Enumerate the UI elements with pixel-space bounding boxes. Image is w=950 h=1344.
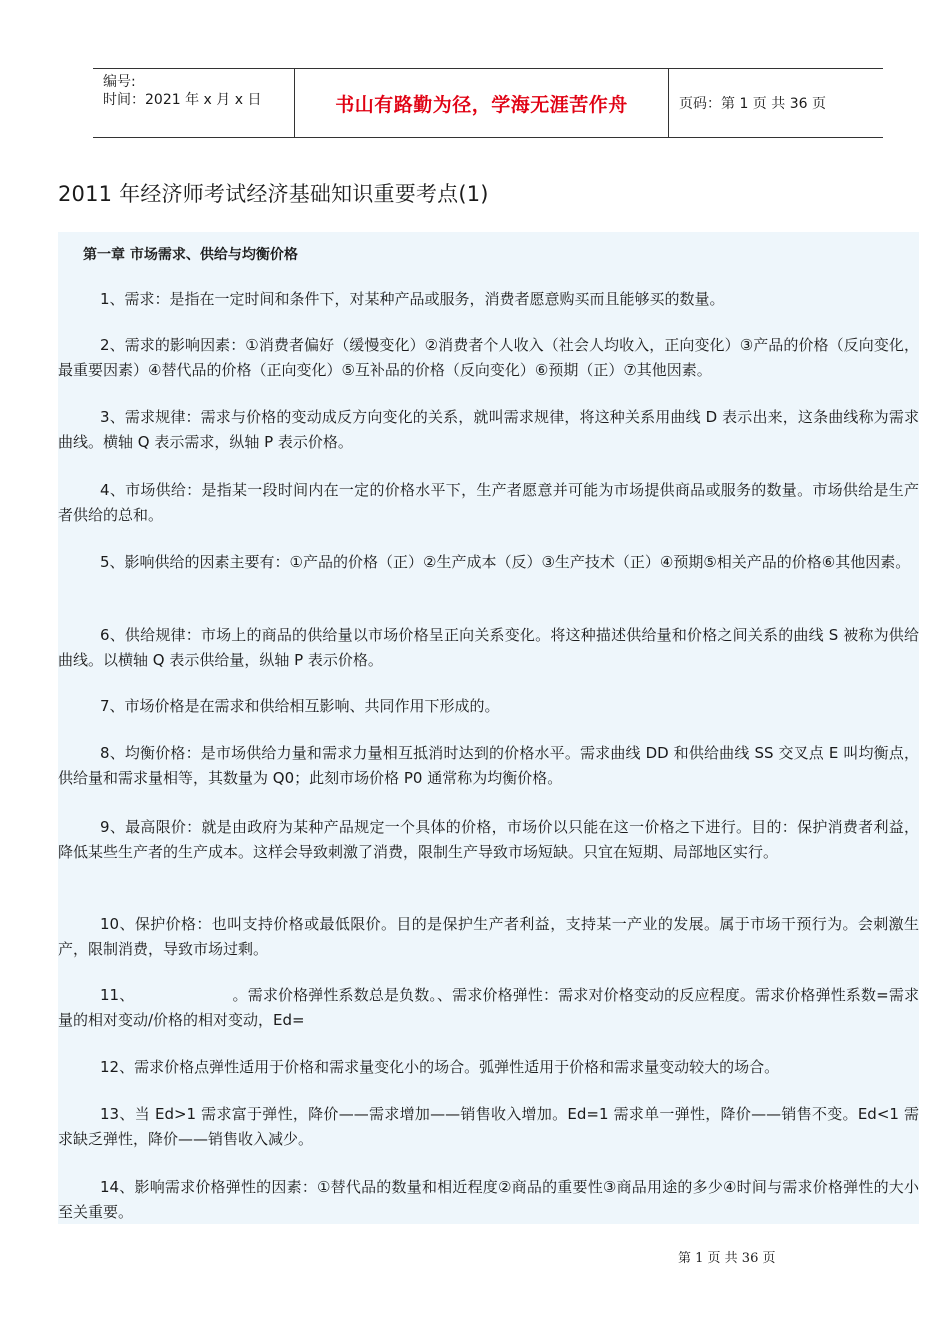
paragraph-11: 11、 。需求价格弹性系数总是负数。、需求价格弹性：需求对价格变动的反应程度。需求价格弹性系数=需求量的相对变动/价格的相对变动，Ed= <box>58 986 919 1029</box>
chapter-heading: 第一章 市场需求、供给与均衡价格 <box>83 247 298 263</box>
time-label: 时间：2021 年 x 月 x 日 <box>103 92 262 108</box>
paragraph-5: 5、影响供给的因素主要有：①产品的价格（正）②生产成本（反）③生产技术（正）④预期⑤相关产品的价格⑥其他因素。 <box>100 553 911 571</box>
paragraph-9: 9、最高限价：就是由政府为某种产品规定一个具体的价格，市场价以只能在这一价格之下进行。目的：保护消费者利益，降低某些生产者的生产成本。这样会导致刺激了消费，限制生产导致市场短缺。只宜在短期、局部地区实行。 <box>58 818 919 861</box>
header-table <box>93 68 883 138</box>
paragraph-6: 6、供给规律：市场上的商品的供给量以市场价格呈正向关系变化。将这种描述供给量和价格之间关系的曲线 S 被称为供给曲线。以横轴 Q 表示供给量，纵轴 P 表示价格。 <box>58 626 919 669</box>
paragraph-8: 8、均衡价格：是市场供给力量和需求力量相互抵消时达到的价格水平。需求曲线 DD 和供给曲线 SS 交叉点 E 叫均衡点，供给量和需求量相等，其数量为 Q0；此刻市场价格 P0 通常称为均衡价格。 <box>58 744 919 787</box>
content-area <box>58 232 919 1224</box>
document-title: 2011 年经济师考试经济基础知识重要考点(1) <box>58 182 489 206</box>
header-meta-cell <box>93 69 295 137</box>
page-info: 页码：第 1 页 共 36 页 <box>679 96 826 112</box>
paragraph-10: 10、保护价格：也叫支持价格或最低限价。目的是保护生产者利益，支持某一产业的发展。属于市场干预行为。会刺激生产，限制消费，导致市场过剩。 <box>58 915 919 958</box>
paragraph-4: 4、市场供给：是指某一段时间内在一定的价格水平下，生产者愿意并可能为市场提供商品或服务的数量。市场供给是生产者供给的总和。 <box>58 481 919 524</box>
paragraph-1: 1、需求：是指在一定时间和条件下，对某种产品或服务，消费者愿意购买而且能够买的数量。 <box>100 290 725 308</box>
paragraph-7: 7、市场价格是在需求和供给相互影响、共同作用下形成的。 <box>100 697 500 715</box>
paragraph-3: 3、需求规律：需求与价格的变动成反方向变化的关系，就叫需求规律，将这种关系用曲线 D 表示出来，这条曲线称为需求曲线。横轴 Q 表示需求，纵轴 P 表示价格。 <box>58 408 919 451</box>
page-footer: 第 1 页 共 36 页 <box>678 1251 776 1266</box>
motto-cell <box>295 69 669 137</box>
paragraph-13: 13、当 Ed>1 需求富于弹性，降价——需求增加——销售收入增加。Ed=1 需求单一弹性，降价——销售不变。Ed<1 需求缺乏弹性，降价——销售收入减少。 <box>58 1105 919 1148</box>
motto: 书山有路勤为径，学海无涯苦作舟 <box>335 93 628 116</box>
code-label: 编号: <box>103 74 136 90</box>
page-info-cell <box>669 69 883 137</box>
paragraph-14: 14、影响需求价格弹性的因素：①替代品的数量和相近程度②商品的重要性③商品用途的多少④时间与需求价格弹性的大小至关重要。 <box>58 1178 919 1221</box>
paragraph-12: 12、需求价格点弹性适用于价格和需求量变化小的场合。弧弹性适用于价格和需求量变动较大的场合。 <box>100 1058 780 1076</box>
paragraph-2: 2、需求的影响因素：①消费者偏好（缓慢变化）②消费者个人收入（社会人均收入，正向变化）③产品的价格（反向变化，最重要因素）④替代品的价格（正向变化）⑤互补品的价格（反向变化）⑥预期（正）⑦其他因素。 <box>58 336 919 379</box>
